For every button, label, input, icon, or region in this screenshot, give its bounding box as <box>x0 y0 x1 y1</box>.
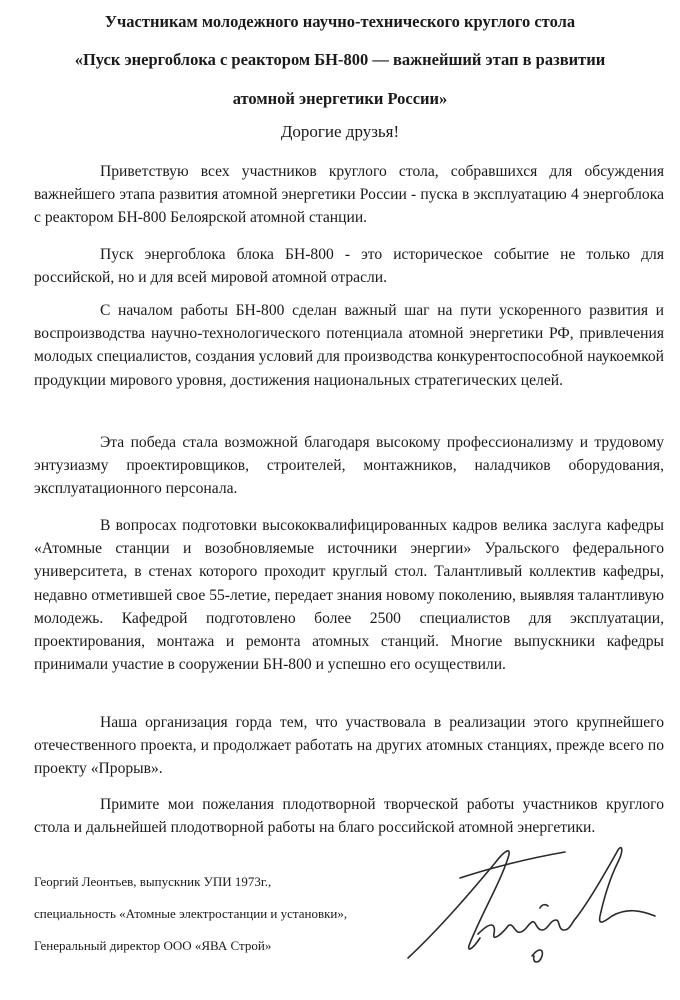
paragraph-3: С началом работы БН-800 сделан важный шаг на пути ускоренного развития и воспроизводства научно-технологического потенциала атомной энергетики РФ, привлечения молодых специалистов, создания условий для производства конкурентоспособной наукоемкой продукции мирового уровня, достижения национальных стратегических целей. <box>34 302 664 389</box>
paragraph-7: Примите мои пожелания плодотворной творческой работы участников круглого стола и дальнейшей плодотворной работы на благо российской атомной энергетики. <box>34 796 664 837</box>
paragraph-2: Пуск энергоблока блока БН-800 - это историческое событие не только для российской, но и для всей мировой атомной отрасли. <box>34 246 664 287</box>
title-line-2: «Пуск энергоблока с реактором БН-800 — важнейший этап в развитии <box>74 50 606 69</box>
signature-line-1: Георгий Леонтьев, выпускник УПИ 1973г., <box>34 874 272 889</box>
paragraph-6: Наша организация горда тем, что участвовала в реализации этого крупнейшего отечественного проекта, и продолжает работать на других атомных станциях, прежде всего по проекту «Прорыв». <box>34 714 664 778</box>
signature-line-2: специальность «Атомные электростанции и установки», <box>34 906 348 921</box>
paragraph-1: Приветствую всех участников круглого стола, собравшихся для обсуждения важнейшего этапа развития атомной энергетики России - пуска в эксплуатацию 4 энергоблока с реактором БН-800 Белоярской атомной станции. <box>34 163 664 227</box>
title-line-3: атомной энергетики России» <box>232 89 448 108</box>
title-line-1: Участникам молодежного научно-технического круглого стола <box>104 12 576 31</box>
greeting: Дорогие друзья! <box>280 122 400 141</box>
handwritten-signature <box>400 838 660 968</box>
paragraph-4: Эта победа стала возможной благодаря высокому профессионализму и трудовому энтузиазму проектировщиков, строителей, монтажников, наладчиков оборудования, эксплуатационного персонала. <box>34 434 664 498</box>
signature-line-3: Генеральный директор ООО «ЯВА Строй» <box>34 938 272 953</box>
paragraph-5: В вопросах подготовки высококвалифицированных кадров велика заслуга кафедры «Атомные станции и возобновляемые источники энергии» Уральского федерального университета, в стенах которого проходит круглый стол. Талантливый коллектив кафедры, недавно отметившей свое 55-летие, передает знания новому поколению, выявляя талантливую молодежь. Кафедрой подготовлено более 2500 специалистов для эксплуатации, проектирования, монтажа и ремонта атомных станций. Многие выпускники кафедры принимали участие в сооружении БН-800 и успешно его осуществили. <box>34 517 664 674</box>
